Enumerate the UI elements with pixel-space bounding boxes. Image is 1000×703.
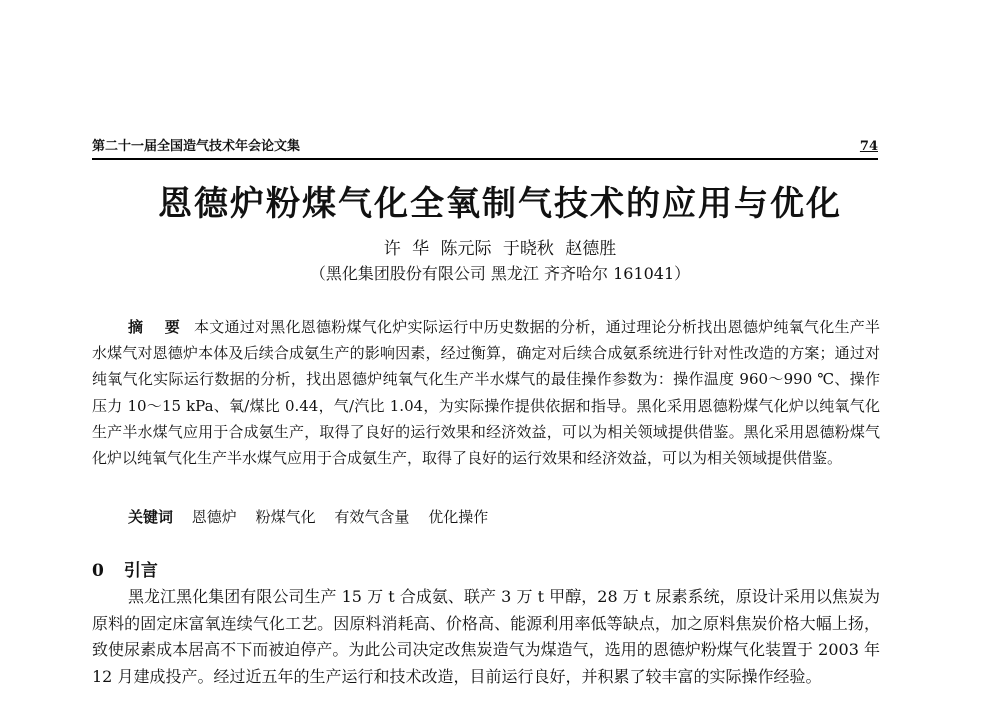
author-list: 许 华 陈元际 于晓秋 赵德胜 <box>383 239 617 259</box>
journal-name: 第二十一届全国造气技术年会论文集 <box>92 139 301 154</box>
page-number: 74 <box>859 139 878 154</box>
paper-title: 恩德炉粉煤气化全氧制气技术的应用与优化 <box>158 184 842 224</box>
header-rule <box>92 158 878 160</box>
section-number: 0 <box>92 561 104 581</box>
abstract-text: 本文通过对黑化恩德粉煤气化炉实际运行中历史数据的分析，通过理论分析找出恩德炉纯氧气化生产半水煤气对恩德炉本体及后续合成氨生产的影响因素，经过衡算，确定对后续合成氨系统进行针对性改造的方案；通过对纯氧气化实际运行数据的分析，找出恩德炉纯氧气化生产半水煤气的最佳操作参数为：操作温度 960～990 ℃、操作压力 10～15 kPa、氧/煤比 0.44，气/汽比 1.04，为实际操作提供依据和指导。黑化采用恩德粉煤气化炉以纯氧气化生产半水煤气应用于合成氨生产，取得了良好的运行效果和经济效益，可以为相关领域提供借鉴。黑化采用恩德粉煤气化炉以纯氧气化生产半水煤气应用于合成氨生产，取得了良好的运行效果和经济效益，可以为相关领域提供借鉴。 <box>92 318 880 468</box>
body-paragraph: 黑龙江黑化集团有限公司生产 15 万 t 合成氨、联产 3 万 t 甲醇，28 万 t 尿素系统，原设计采用以焦炭为原料的固定床富氧连续气化工艺。因原料消耗高、价格高、能源利用率低等缺点，加之原料焦炭价格大幅上扬，致使尿素成本居高不下而被迫停产。为此公司决定改焦炭造气为煤造气，选用的恩德炉粉煤气化装置于 2003 年 12 月建成投产。经过近五年的生产运行和技术改造，目前运行良好，并积累了较丰富的实际操作经验。 <box>92 587 880 686</box>
keyword: 优化操作 <box>428 508 489 526</box>
keywords <box>128 506 888 528</box>
section-title: 引言 <box>123 561 158 581</box>
abstract <box>92 314 880 471</box>
affiliation: （黑化集团股份有限公司 黑龙江 齐齐哈尔 161041） <box>309 264 691 283</box>
keyword: 恩德炉 <box>191 508 237 526</box>
keywords-label: 关键词 <box>128 508 174 526</box>
abstract-label: 摘 要 <box>128 318 188 336</box>
keyword: 粉煤气化 <box>255 508 316 526</box>
running-header <box>92 139 878 155</box>
section-heading <box>92 560 158 582</box>
keyword: 有效气含量 <box>334 508 410 526</box>
